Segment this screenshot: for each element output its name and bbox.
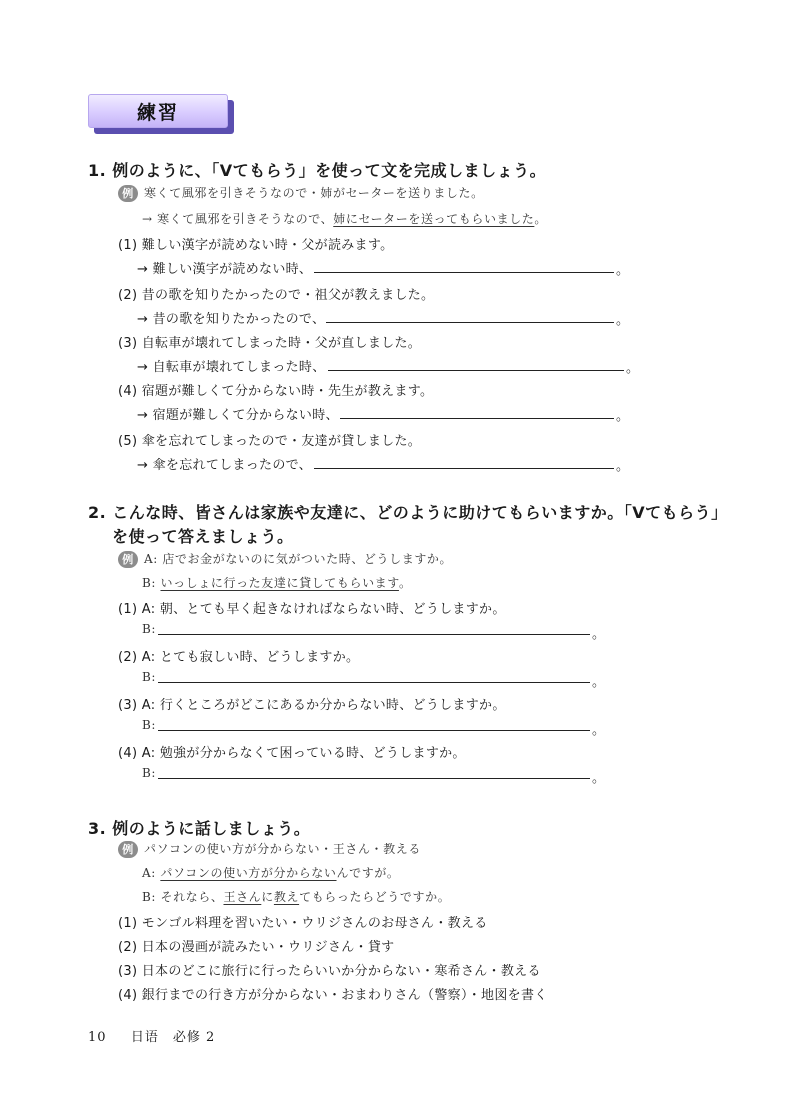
q3-item-3: (3) 日本のどこに旅行に行ったらいいか分からない・寒希さん・教える bbox=[118, 964, 541, 979]
q1-item-5-answer: → 傘を忘れてしまったので、 bbox=[137, 458, 312, 473]
q3-example-b-end: てもらったらどうですか。 bbox=[299, 890, 451, 904]
q3-example-b-mid: に bbox=[261, 890, 274, 904]
example-badge: 例 bbox=[118, 185, 138, 202]
q2-item-1-period: 。 bbox=[592, 627, 606, 642]
q1-item-4-answer: → 宿題が難しくて分からない時、 bbox=[137, 408, 339, 423]
q2-item-4-a: (4) A: 勉強が分からなくて困っている時、どうしますか。 bbox=[118, 746, 466, 761]
q2-item-2-a: (2) A: とても寂しい時、どうしますか。 bbox=[118, 650, 360, 665]
q1-item-2-period: 。 bbox=[616, 313, 630, 328]
q3-item-4: (4) 銀行までの行き方が分からない・おまわりさん（警察）・地図を書く bbox=[118, 988, 548, 1003]
q2-item-2-b: B: bbox=[142, 670, 157, 684]
q2-example-b-end: 。 bbox=[398, 576, 412, 590]
q2-item-3-a: (3) A: 行くところがどこにあるか分からない時、どうしますか。 bbox=[118, 698, 506, 713]
q3-example-prompt: パソコンの使い方が分からない・王さん・教える bbox=[144, 842, 421, 856]
q1-item-2-prompt: (2) 昔の歌を知りたかったので・祖父が教えました。 bbox=[118, 288, 435, 303]
q2-item-4-b: B: bbox=[142, 766, 157, 780]
q3-example-a-row bbox=[142, 864, 400, 881]
q2-item-2-period: 。 bbox=[592, 675, 606, 690]
q3-example-b-u2: 教え bbox=[273, 890, 300, 904]
q1-item-2-answer: → 昔の歌を知りたかったので、 bbox=[137, 312, 326, 327]
section-title: 練習 bbox=[88, 94, 228, 128]
q3-example-b-row bbox=[142, 888, 450, 905]
q1-item-5-prompt: (5) 傘を忘れてしまったので・友達が貸しました。 bbox=[118, 434, 422, 449]
q1-item-4-prompt: (4) 宿題が難しくて分からない時・先生が教えます。 bbox=[118, 384, 434, 399]
q2-title-line1: 2. こんな時、皆さんは家族や友達に、どのように助けてもらいますか。「Vてもらう」 bbox=[88, 503, 728, 522]
q3-example-b-label: B: それなら、 bbox=[142, 890, 224, 904]
q2-example-a-row bbox=[118, 550, 452, 568]
q1-item-1-blank[interactable] bbox=[314, 272, 614, 273]
q2-example-a: A: 店でお金がないのに気がついた時、どうしますか。 bbox=[144, 552, 453, 566]
q1-item-1-prompt: (1) 難しい漢字が読めない時・父が読みます。 bbox=[118, 238, 394, 253]
example-badge: 例 bbox=[118, 551, 138, 568]
q2-item-2-blank[interactable] bbox=[158, 682, 590, 683]
q1-example-prompt: 寒くて風邪を引きそうなので・姉がセーターを送りました。 bbox=[144, 186, 484, 200]
q1-example-answer-pre: 寒くて風邪を引きそうなので、 bbox=[157, 212, 334, 226]
q2-example-b-label: B: bbox=[142, 576, 157, 590]
q1-item-3-period: 。 bbox=[626, 361, 640, 376]
q1-item-1-period: 。 bbox=[616, 263, 630, 278]
q1-item-1-answer: → 難しい漢字が読めない時、 bbox=[137, 262, 313, 277]
page-number: 10 bbox=[88, 1030, 107, 1045]
q1-example-answer-underlined: 姉にセーターを送ってもらいました bbox=[333, 212, 535, 226]
q3-example-b-u1: 王さん bbox=[223, 890, 262, 904]
q3-item-1: (1) モンゴル料理を習いたい・ウリジさんのお母さん・教える bbox=[118, 916, 488, 931]
q2-item-1-a: (1) A: 朝、とても早く起きなければならない時、どうしますか。 bbox=[118, 602, 506, 617]
page-footer bbox=[88, 1026, 215, 1045]
q1-example-answer-row bbox=[142, 210, 547, 227]
q1-item-3-blank[interactable] bbox=[328, 370, 624, 371]
q3-example-a-end: んですが。 bbox=[336, 866, 400, 880]
q3-example-a-label: A: bbox=[142, 866, 156, 880]
q2-item-1-b: B: bbox=[142, 622, 157, 636]
q1-example-answer-end: 。 bbox=[534, 212, 547, 226]
q1-item-4-period: 。 bbox=[616, 409, 630, 424]
q2-item-4-period: 。 bbox=[592, 771, 606, 786]
q2-item-1-blank[interactable] bbox=[158, 634, 590, 635]
q3-example-a-underlined: パソコンの使い方が分からない bbox=[160, 866, 337, 880]
q2-item-3-blank[interactable] bbox=[158, 730, 590, 731]
q2-example-b-underlined: いっしょに行った友達に貸してもらいます bbox=[160, 576, 399, 590]
example-badge: 例 bbox=[118, 841, 138, 858]
q1-item-2-blank[interactable] bbox=[326, 322, 614, 323]
q1-item-3-answer: → 自転車が壊れてしまった時、 bbox=[137, 360, 326, 375]
q3-item-2: (2) 日本の漫画が読みたい・ウリジさん・貸す bbox=[118, 940, 395, 955]
q2-title-line2: を使って答えましょう。 bbox=[112, 527, 294, 546]
book-title: 日语 必修 2 bbox=[130, 1030, 216, 1045]
q3-title: 3. 例のように話しましょう。 bbox=[88, 819, 311, 838]
q1-example-prompt-row bbox=[118, 184, 484, 202]
q1-title: 1. 例のように、「Vてもらう」を使って文を完成しましょう。 bbox=[88, 161, 547, 180]
q1-item-4-blank[interactable] bbox=[340, 418, 614, 419]
q2-item-3-period: 。 bbox=[592, 723, 606, 738]
section-banner bbox=[88, 94, 234, 134]
q1-item-3-prompt: (3) 自転車が壊れてしまった時・父が直しました。 bbox=[118, 336, 422, 351]
arrow-glyph: → bbox=[142, 212, 153, 226]
q2-example-b-row bbox=[142, 574, 412, 591]
q2-item-3-b: B: bbox=[142, 718, 157, 732]
q2-item-4-blank[interactable] bbox=[158, 778, 590, 779]
q1-item-5-blank[interactable] bbox=[314, 468, 614, 469]
q3-example-prompt-row bbox=[118, 840, 421, 858]
q1-item-5-period: 。 bbox=[616, 459, 630, 474]
